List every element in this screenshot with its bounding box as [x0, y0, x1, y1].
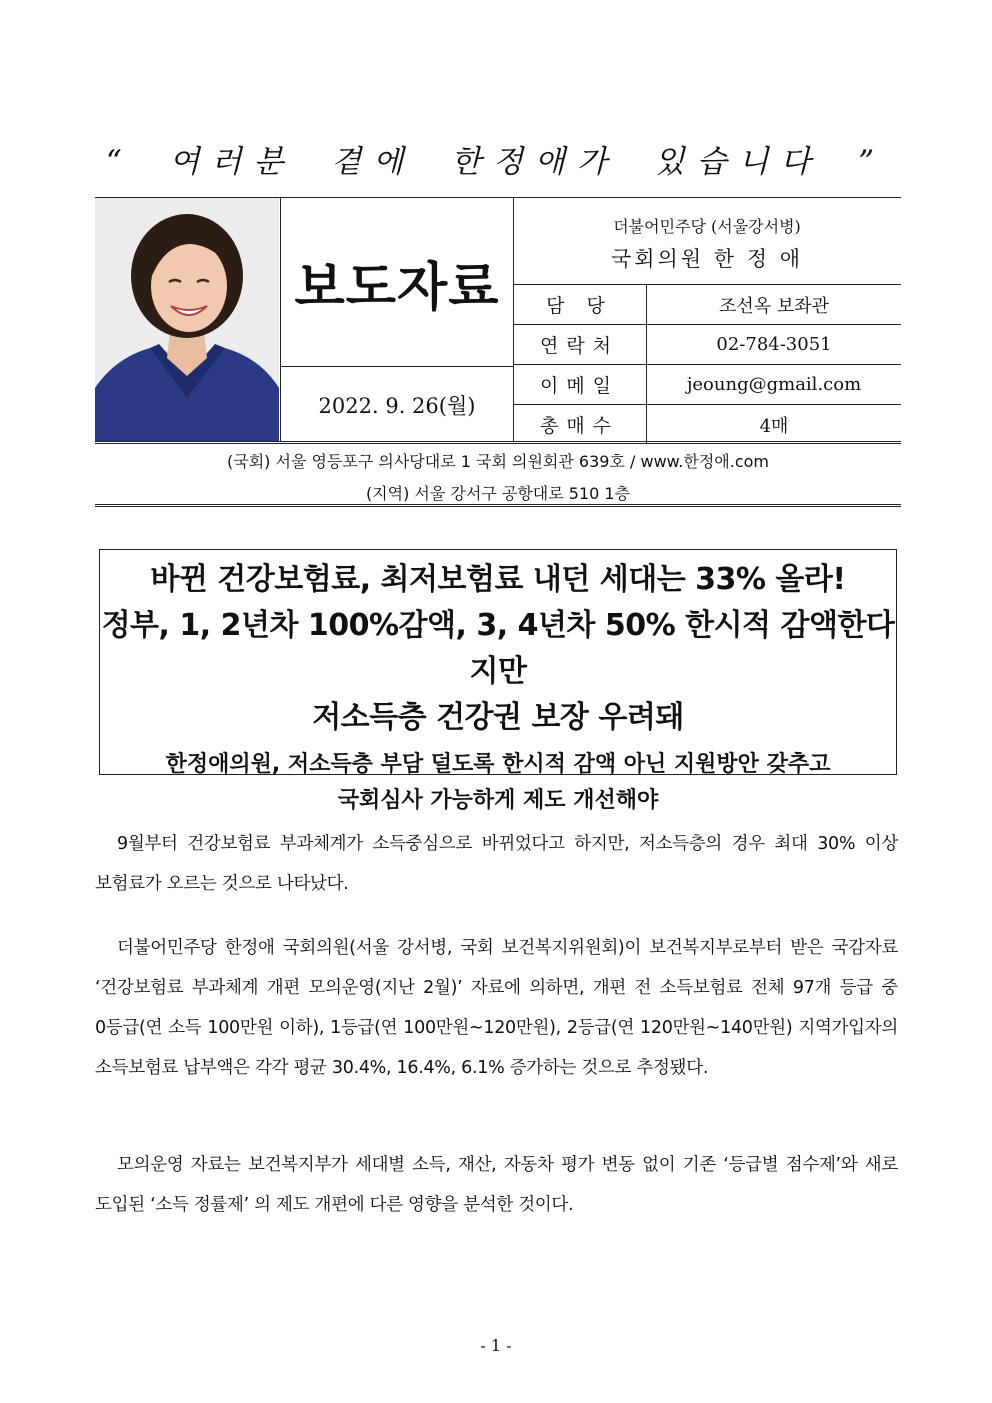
- contact-row: [513, 365, 901, 405]
- page-number: - 1 -: [480, 1336, 512, 1355]
- contact-label: 이메일: [513, 365, 647, 404]
- slogan: “ 여러분 곁에 한정애가 있습니다 ”: [105, 144, 887, 180]
- contact-row: [513, 405, 901, 444]
- press-release-title: [280, 198, 514, 367]
- contact-value: 조선옥 보좌관: [718, 295, 830, 317]
- release-date: 2022. 9. 26(월): [280, 367, 514, 442]
- headline-line: 정부, 1, 2년차 100%감액, 3, 4년차 50% 한시적 감액한다지만: [101, 608, 895, 689]
- contact-value: 02-784-3051: [716, 334, 832, 355]
- party-affiliation: 더불어민주당 (서울강서병): [613, 217, 801, 236]
- title-text: 보도자료: [294, 257, 500, 318]
- contact-label: 총매수: [513, 405, 647, 444]
- headline-line: 바뀐 건강보험료, 최저보험료 내던 세대는 33% 올라!: [150, 562, 846, 597]
- divider: [95, 504, 901, 507]
- headline-box: [99, 549, 897, 813]
- body-paragraph: 모의운영 자료는 보건복지부가 세대별 소득, 재산, 자동차 평가 변동 없이 기존 ‘등급별 점수제’와 새로 도입된 ‘소득 정률제’ 의 제도 개편에 다른 영향을 분석한 것이다.: [95, 1155, 898, 1215]
- headline-line: 저소득층 건강권 보장 우려돼: [312, 700, 684, 735]
- contact-info: [513, 198, 901, 442]
- contact-label: 연락처: [513, 325, 647, 364]
- local-address: (지역) 서울 강서구 공항대로 510 1층: [365, 484, 631, 503]
- subheadline-line: 한정애의원, 저소득층 부담 덜도록 한시적 감액 아닌 지원방안 갖추고: [165, 752, 831, 777]
- member-block: [513, 198, 901, 285]
- contact-value: 4매: [759, 415, 789, 437]
- member-name: 국회의원 한 정 애: [610, 247, 804, 271]
- member-photo: [95, 198, 279, 442]
- body-paragraph: 9월부터 건강보험료 부과체계가 소득중심으로 바뀌었다고 하지만, 저소득층의 경우 최대 30% 이상 보험료가 오르는 것으로 나타났다.: [95, 834, 898, 894]
- divider: [95, 441, 901, 444]
- contact-row: [513, 325, 901, 365]
- portrait-image: [95, 198, 279, 442]
- contact-label: 담 당: [513, 285, 647, 324]
- body-paragraph: 더불어민주당 한정애 국회의원(서울 강서병, 국회 보건복지위원회)이 보건복지부로부터 받은 국감자료 ‘건강보험료 부과체계 개편 모의운영(지난 2월)’ 자료에 의하면, 개편 전 소득보험료 전체 97개 등급 중 0등급(연 소득 100만원 이하), 1등급(연 100만원~120만원), 2등급(연 120만원~140만원) 지역가입자의 소득보험료 납부액은 각각 평균 30.4%, 16.4%, 6.1% 증가하는 것으로 추정됐다.: [95, 938, 898, 1078]
- contact-row: [513, 285, 901, 325]
- national-address: (국회) 서울 영등포구 의사당대로 1 국회 의원회관 639호 / www.한정애.com: [227, 452, 769, 471]
- press-release-header: [95, 197, 901, 442]
- contact-email[interactable]: jeoung@gmail.com: [686, 374, 862, 395]
- subheadline-line: 국회심사 가능하게 제도 개선해야: [337, 788, 659, 813]
